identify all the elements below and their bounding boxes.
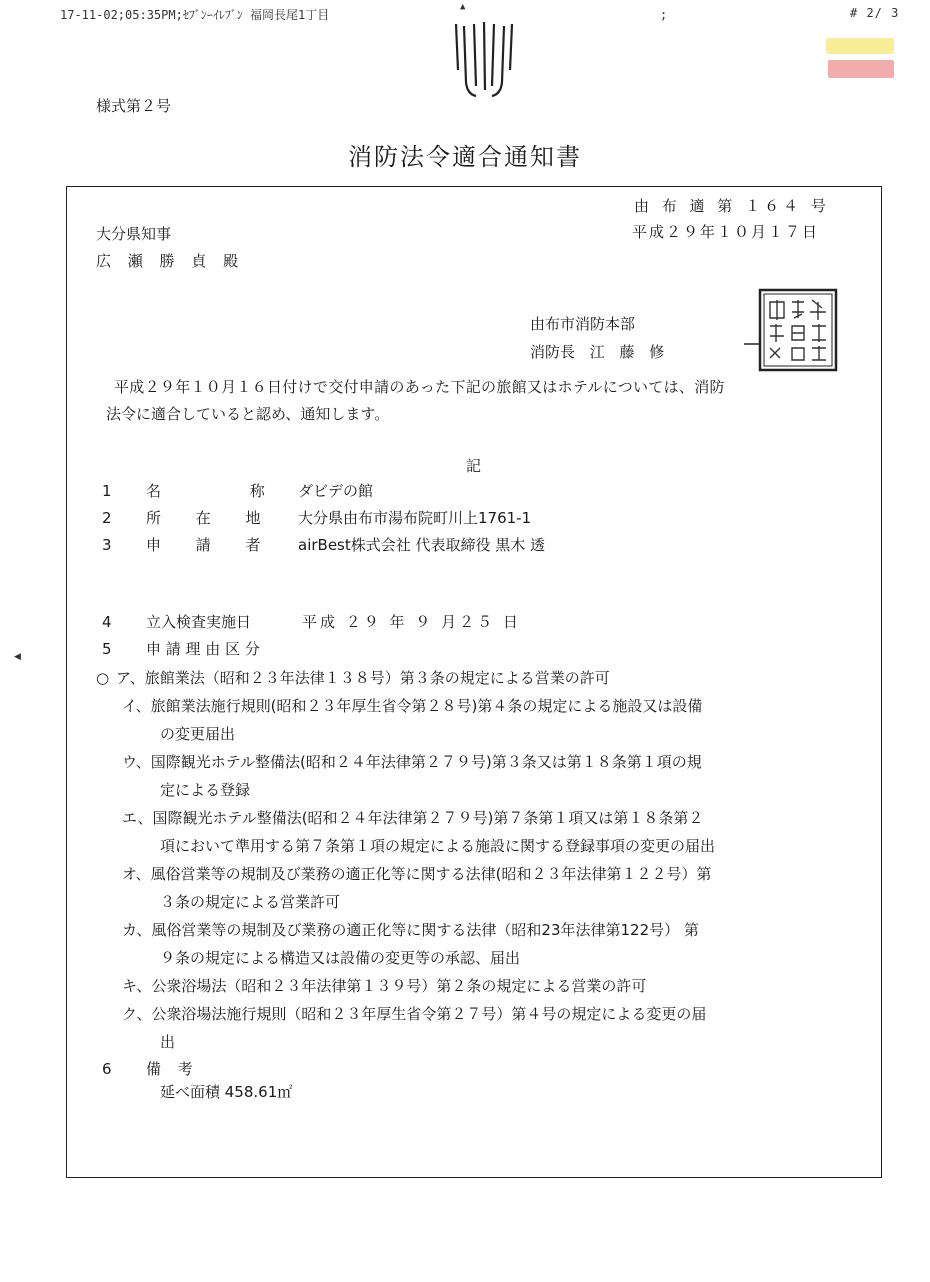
fax-header-sender: 17-11-02;05:35PM;ｾﾌﾞﾝｰｲﾚﾌﾞﾝ 福岡長尾1丁目 bbox=[60, 8, 330, 22]
body-text-line-1: 平成２９年１０月１６日付けで交付申請のあった下記の旅館又はホテルについては、消防 bbox=[114, 378, 725, 396]
left-arrow-mark-icon: ◀ bbox=[14, 652, 21, 662]
remarks-value: 延べ面積 458.61㎡ bbox=[160, 1083, 293, 1101]
item-number: 3 bbox=[102, 536, 112, 554]
reason-item-line: ク、公衆浴場法施行規則（昭和２３年厚生省令第２７号）第４号の規定による変更の届 bbox=[122, 1005, 707, 1023]
document-number: 由 布 適 第 １６４ 号 bbox=[634, 197, 830, 215]
reason-item-line: ウ、国際観光ホテル整備法(昭和２４年法律第２７９号)第３条又は第１８条第１項の規 bbox=[122, 753, 702, 771]
form-number: 様式第２号 bbox=[96, 97, 172, 115]
registration-mark-icon: ▲ bbox=[460, 2, 466, 12]
remarks-label: 備 考 bbox=[146, 1060, 193, 1078]
item-number: 2 bbox=[102, 509, 112, 527]
item-value: 大分県由布市湯布院町川上1761-1 bbox=[298, 509, 532, 527]
highlight-mark-pink bbox=[828, 60, 894, 78]
reason-item-line: ３条の規定による営業許可 bbox=[160, 893, 341, 911]
item-number: 6 bbox=[102, 1060, 112, 1078]
item-label: 申 請 者 bbox=[146, 536, 261, 554]
reason-item-line: オ、風俗営業等の規制及び業務の適正化等に関する法律(昭和２３年法律第１２２号）第 bbox=[122, 865, 712, 883]
reason-item-line: ア、旅館業法（昭和２３年法律１３８号）第３条の規定による営業の許可 bbox=[116, 669, 610, 687]
binding-marks bbox=[452, 20, 516, 100]
ki-heading: 記 bbox=[466, 457, 482, 475]
item-label: 所 在 地 bbox=[146, 509, 261, 527]
fax-header-separator: ; bbox=[660, 8, 668, 22]
item-value: 平成 ２９ 年 ９ 月２５ 日 bbox=[302, 613, 521, 631]
sender-org: 由布市消防本部 bbox=[530, 315, 636, 333]
item-label: 名 称 bbox=[146, 482, 265, 500]
reason-item-line: キ、公衆浴場法（昭和２３年法律第１３９号）第２条の規定による営業の許可 bbox=[122, 977, 647, 995]
addressee-name: 広 瀬 勝 貞 殿 bbox=[96, 252, 245, 270]
reason-item-line: 出 bbox=[160, 1033, 176, 1051]
sender-title-name: 消防長 江 藤 修 bbox=[530, 343, 665, 361]
item-number: 4 bbox=[102, 613, 112, 631]
item-value: airBest株式会社 代表取締役 黒木 透 bbox=[298, 536, 546, 554]
reason-item-line: 項において準用する第７条第１項の規定による施設に関する登録事項の変更の届出 bbox=[160, 837, 716, 855]
item-label: 立入検査実施日 bbox=[146, 613, 252, 631]
document-date: 平成２９年１０月１７日 bbox=[632, 223, 820, 241]
official-seal bbox=[744, 284, 840, 374]
reason-item-line: カ、風俗営業等の規制及び業務の適正化等に関する法律（昭和23年法律第122号） 第 bbox=[122, 921, 699, 939]
addressee-org: 大分県知事 bbox=[96, 225, 172, 243]
fax-header-page: # 2/ 3 bbox=[850, 6, 900, 20]
body-text-line-2: 法令に適合していると認め、通知します。 bbox=[106, 405, 390, 423]
item-value: ダビデの館 bbox=[298, 482, 374, 500]
reason-item-line: の変更届出 bbox=[160, 725, 236, 743]
highlight-mark-yellow bbox=[826, 38, 894, 54]
item-label: 申 請 理 由 区 分 bbox=[146, 640, 260, 658]
document-title: 消防法令適合通知書 bbox=[348, 143, 582, 171]
reason-selected-marker: ○ bbox=[96, 669, 110, 687]
item-number: 1 bbox=[102, 482, 112, 500]
item-number: 5 bbox=[102, 640, 112, 658]
reason-item-line: エ、国際観光ホテル整備法(昭和２４年法律第２７９号)第７条第１項又は第１８条第２ bbox=[122, 809, 704, 827]
reason-item-line: ９条の規定による構造又は設備の変更等の承認、届出 bbox=[160, 949, 521, 967]
reason-item-line: 定による登録 bbox=[160, 781, 251, 799]
reason-item-line: イ、旅館業法施行規則(昭和２３年厚生省令第２８号)第４条の規定による施設又は設備 bbox=[122, 697, 703, 715]
